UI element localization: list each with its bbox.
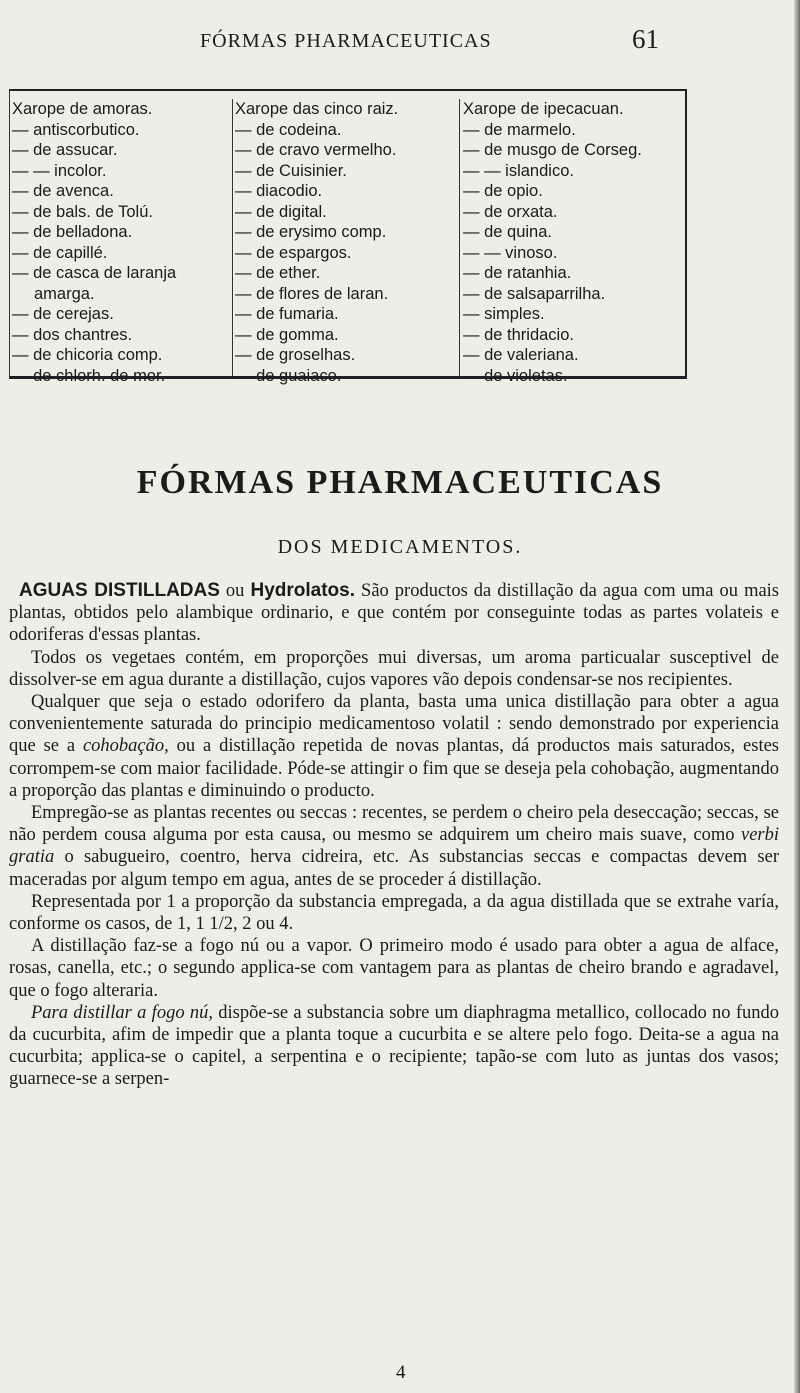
heading-connector: ou bbox=[219, 581, 251, 601]
italic-term: cohobação, bbox=[82, 736, 169, 757]
table-entry: Xarope das cinco raiz. bbox=[235, 100, 399, 118]
table-entry: — de cravo vermelho. bbox=[235, 141, 397, 159]
running-head: FÓRMAS PHARMACEUTICAS bbox=[200, 30, 492, 52]
paragraph bbox=[9, 802, 779, 891]
table-entry: — de belladona. bbox=[12, 223, 133, 241]
table-entry: — — vinoso. bbox=[463, 243, 558, 262]
table-entry: — de violetas. bbox=[463, 366, 568, 385]
table-entry: — de fumaria. bbox=[235, 305, 339, 323]
table-entry: — de assucar. bbox=[12, 141, 118, 159]
table-entry: — de Cuisinier. bbox=[235, 161, 347, 180]
table-column bbox=[12, 99, 231, 385]
table-column bbox=[232, 99, 461, 385]
italic-term: verbi gratia bbox=[9, 825, 779, 868]
paragraph bbox=[9, 1002, 779, 1091]
syrup-table bbox=[9, 89, 687, 385]
table-entry: — de marmelo. bbox=[463, 120, 576, 139]
table-entry: — de cerejas. bbox=[12, 305, 114, 323]
paragraph: A distillação faz-se a fogo nú ou a vapor. O primeiro modo é usado para obter a agua de alface, rosas, canella, etc.; o segundo applica-se com vantagem para as plantas de cheiro brando e agradavel, que o fogo alteraria. bbox=[9, 936, 779, 1001]
table-entry: — de thridacio. bbox=[463, 325, 574, 344]
table-entry: — de guaiaco. bbox=[235, 366, 342, 385]
table-entry: — de opio. bbox=[463, 182, 543, 200]
paragraph-text: Empregão-se as plantas recentes ou seccas : recentes, se perdem o cheiro pela deseccação; seccas, se não perdem cousa alguma por esta causa, ou mesmo se adquirem um cheiro mais suave, como bbox=[9, 803, 779, 846]
table-entry: Xarope de ipecacuan. bbox=[463, 100, 624, 118]
paragraph-text: dispõe-se a substancia sobre um diaphragma metallico, collocado no fundo da cucurbita, afim de impedir que a planta toque a cucurbita e se altere pelo fogo. Deita-se a agua na cucurbita; applica-se o capitel, a serpentina e o recipiente; tapão-se com luto as juntas dos vasos; guarnece-se a serpen- bbox=[9, 1002, 779, 1090]
table-column bbox=[459, 99, 688, 385]
paragraph-text: ou a distillação repetida de novas plantas, dá productos mais saturados, estes corrompem-se com maior facilidade. Póde-se attingir o fim que se deseja pela cohobação, augmentando a proporção das plantas e diminuindo o producto. bbox=[9, 736, 779, 801]
paragraph-text: São productos da distillação da agua com uma ou mais plantas, obtidos pelo alambique ordinario, e que contém por conseguinte todas as partes volateis e odoriferas d'essas plantas. bbox=[9, 581, 780, 646]
table-entry: — — incolor. bbox=[12, 161, 107, 180]
section-heading-alt: Hydrolatos. bbox=[250, 580, 355, 601]
table-entry: — dos chantres. bbox=[12, 325, 133, 344]
section-subtitle: DOS MEDICAMENTOS. bbox=[277, 536, 523, 558]
paragraph-text: o sabugueiro, coentro, herva cidreira, etc. As substancias seccas e compactas devem ser maceradas por algum tempo em agua, antes de se proceder á distillação. bbox=[9, 847, 779, 890]
table-entry: — de espargos. bbox=[235, 243, 352, 262]
section-title: FÓRMAS PHARMACEUTICAS bbox=[136, 464, 664, 501]
table-entry: — de quina. bbox=[463, 223, 552, 241]
paragraph bbox=[9, 691, 779, 802]
table-entry: — de salsaparrilha. bbox=[463, 284, 606, 303]
table-entry: — — islandico. bbox=[463, 161, 574, 180]
table-entry: — de bals. de Tolú. bbox=[12, 202, 153, 221]
table-entry: — de codeina. bbox=[235, 120, 342, 139]
paragraph: Representada por 1 a proporção da substancia empregada, a da agua distillada que se extrahe varía, conforme os casos, de 1, 1 1/2, 2 ou 4. bbox=[9, 891, 779, 935]
table-entry: — de chlorh. de mor. bbox=[12, 366, 166, 385]
table-entry: — de orxata. bbox=[463, 202, 558, 221]
table-entry: — de digital. bbox=[235, 202, 327, 221]
italic-term: Para distillar a fogo nú, bbox=[31, 1002, 213, 1023]
table-entry: — de flores de laran. bbox=[235, 284, 389, 303]
paragraph: Todos os vegetaes contém, em proporções mui diversas, um aroma particualar susceptivel de dissolver-se em agua durante a distillação, cujos vapores vão depois condensar-se nos recipientes. bbox=[9, 647, 779, 690]
body-text bbox=[9, 580, 779, 1091]
paragraph-text: Qualquer que seja o estado odorifero da planta, basta uma unica distillação para obter a agua convenientemente saturada do principio medicamentoso volatil : sendo demonstrado por experiencia que se a bbox=[9, 692, 779, 757]
signature-mark: 4 bbox=[396, 1362, 406, 1383]
table-entry: — diacodio. bbox=[235, 182, 323, 200]
table-entry: — de casca de laranja bbox=[12, 264, 177, 282]
table-entry: — de gomma. bbox=[235, 325, 339, 344]
table-entry: — de ratanhia. bbox=[463, 264, 572, 282]
table-entry: amarga. bbox=[34, 284, 95, 303]
table-entry: — de avenca. bbox=[12, 182, 114, 200]
table-entry: — de erysimo comp. bbox=[235, 223, 387, 241]
page-edge-shadow bbox=[794, 0, 800, 1393]
table-entry: — de groselhas. bbox=[235, 346, 356, 364]
table-entry: — de ether. bbox=[235, 264, 321, 282]
table-entry: — simples. bbox=[463, 305, 545, 323]
table-entry: — antiscorbutico. bbox=[12, 120, 140, 139]
page-number: 61 bbox=[632, 24, 659, 54]
section-heading: AGUAS DISTILLADAS bbox=[19, 580, 220, 601]
table-entry: Xarope de amoras. bbox=[12, 100, 153, 118]
paragraph bbox=[9, 580, 779, 647]
table-entry: — de valeriana. bbox=[463, 346, 579, 364]
table-entry: — de capillé. bbox=[12, 243, 108, 262]
table-entry: — de musgo de Corseg. bbox=[463, 141, 642, 159]
table-entry: — de chicoria comp. bbox=[12, 346, 163, 364]
